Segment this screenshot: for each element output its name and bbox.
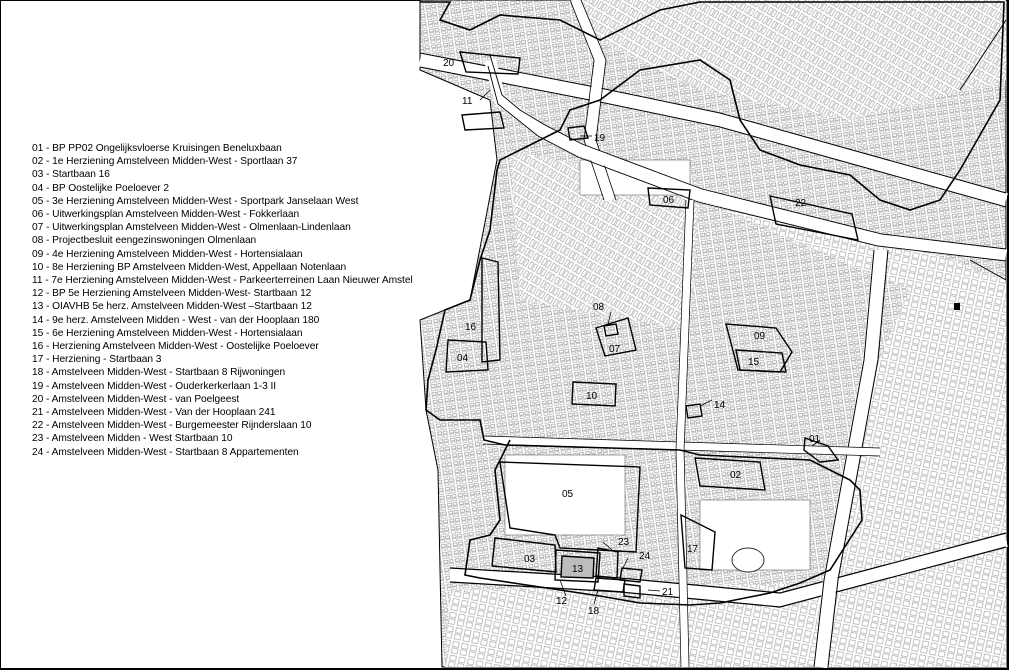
label-23: 23 bbox=[618, 537, 630, 548]
label-10: 10 bbox=[586, 391, 598, 402]
legend-item: 09 - 4e Herziening Amstelveen Midden-West - Hortensialaan bbox=[32, 248, 303, 260]
label-05: 05 bbox=[562, 489, 574, 500]
label-24: 24 bbox=[639, 551, 651, 562]
label-16: 16 bbox=[465, 322, 477, 333]
legend-item: 16 - Herziening Amstelveen Midden-West - Oostelijke Poeloever bbox=[32, 341, 319, 353]
legend-item: 14 - 9e herz. Amstelveen Midden - West - van der Hooplaan 180 bbox=[32, 314, 320, 326]
legend-item: 10 - 8e Herziening BP Amstelveen Midden-West, Appellaan Notenlaan bbox=[32, 261, 347, 273]
label-08: 08 bbox=[593, 302, 605, 313]
label-06: 06 bbox=[663, 195, 675, 206]
legend-item: 06 - Uitwerkingsplan Amstelveen Midden-West - Fokkerlaan bbox=[32, 209, 300, 221]
legend-item: 08 - Projectbesluit eengezinswoningen Olmenlaan bbox=[32, 235, 257, 247]
legend-item: 12 - BP 5e Herziening Amstelveen Midden-West- Startbaan 12 bbox=[32, 288, 312, 300]
legend-item: 19 - Amstelveen Midden-West - Ouderkerkerlaan 1-3 II bbox=[32, 380, 277, 392]
legend-item: 24 - Amstelveen Midden-West - Startbaan 8 Appartementen bbox=[32, 446, 299, 458]
legend-item: 07 - Uitwerkingsplan Amstelveen Midden-West - Olmenlaan-Lindenlaan bbox=[32, 222, 351, 234]
legend-item: 18 - Amstelveen Midden-West - Startbaan 8 Rijwoningen bbox=[32, 367, 286, 379]
label-15: 15 bbox=[748, 357, 760, 368]
label-12: 12 bbox=[556, 596, 568, 607]
legend-item: 23 - Amstelveen Midden - West Startbaan 10 bbox=[32, 433, 233, 445]
legend-item: 04 - BP Oostelijke Poeloever 2 bbox=[32, 182, 170, 194]
legend-item: 05 - 3e Herziening Amstelveen Midden-West - Sportpark Janselaan West bbox=[32, 195, 359, 207]
legend-item: 13 - OIAVHB 5e herz. Amstelveen Midden-West –Startbaan 12 bbox=[32, 301, 312, 313]
legend-item: 22 - Amstelveen Midden-West - Burgemeester Rijnderslaan 10 bbox=[32, 420, 312, 432]
legend-item: 15 - 6e Herziening Amstelveen Midden-West - Hortensialaan bbox=[32, 327, 303, 339]
legend-item: 02 - 1e Herziening Amstelveen Midden-West - Sportlaan 37 bbox=[32, 156, 298, 168]
label-01: 01 bbox=[809, 434, 821, 445]
label-02: 02 bbox=[730, 470, 742, 481]
legend-item: 01 - BP PP02 Ongelijksvloerse Kruisingen Beneluxbaan bbox=[32, 143, 282, 154]
label-04: 04 bbox=[457, 353, 469, 364]
label-11: 11 bbox=[462, 96, 473, 107]
label-03: 03 bbox=[524, 554, 536, 565]
label-19: 19 bbox=[594, 133, 606, 144]
legend-item: 03 - Startbaan 16 bbox=[32, 169, 110, 181]
label-21: 21 bbox=[662, 587, 674, 598]
legend-item: 21 - Amstelveen Midden-West - Van der Hooplaan 241 bbox=[32, 407, 276, 419]
label-18: 18 bbox=[588, 606, 600, 617]
legend-item: 11 - 7e Herziening Amstelveen Midden-West - Parkeerterreinen Laan Nieuwer Amstel bbox=[32, 275, 413, 287]
label-09: 09 bbox=[754, 331, 766, 342]
legend-item: 20 - Amstelveen Midden-West - van Poelgeest bbox=[32, 393, 240, 405]
label-13: 13 bbox=[572, 564, 584, 575]
map-marker bbox=[954, 303, 960, 310]
label-07: 07 bbox=[609, 344, 621, 355]
label-22: 22 bbox=[795, 198, 807, 209]
label-20: 20 bbox=[443, 58, 455, 69]
legend-item: 17 - Herziening - Startbaan 3 bbox=[32, 354, 162, 366]
label-14: 14 bbox=[714, 400, 726, 411]
label-17: 17 bbox=[687, 544, 699, 555]
